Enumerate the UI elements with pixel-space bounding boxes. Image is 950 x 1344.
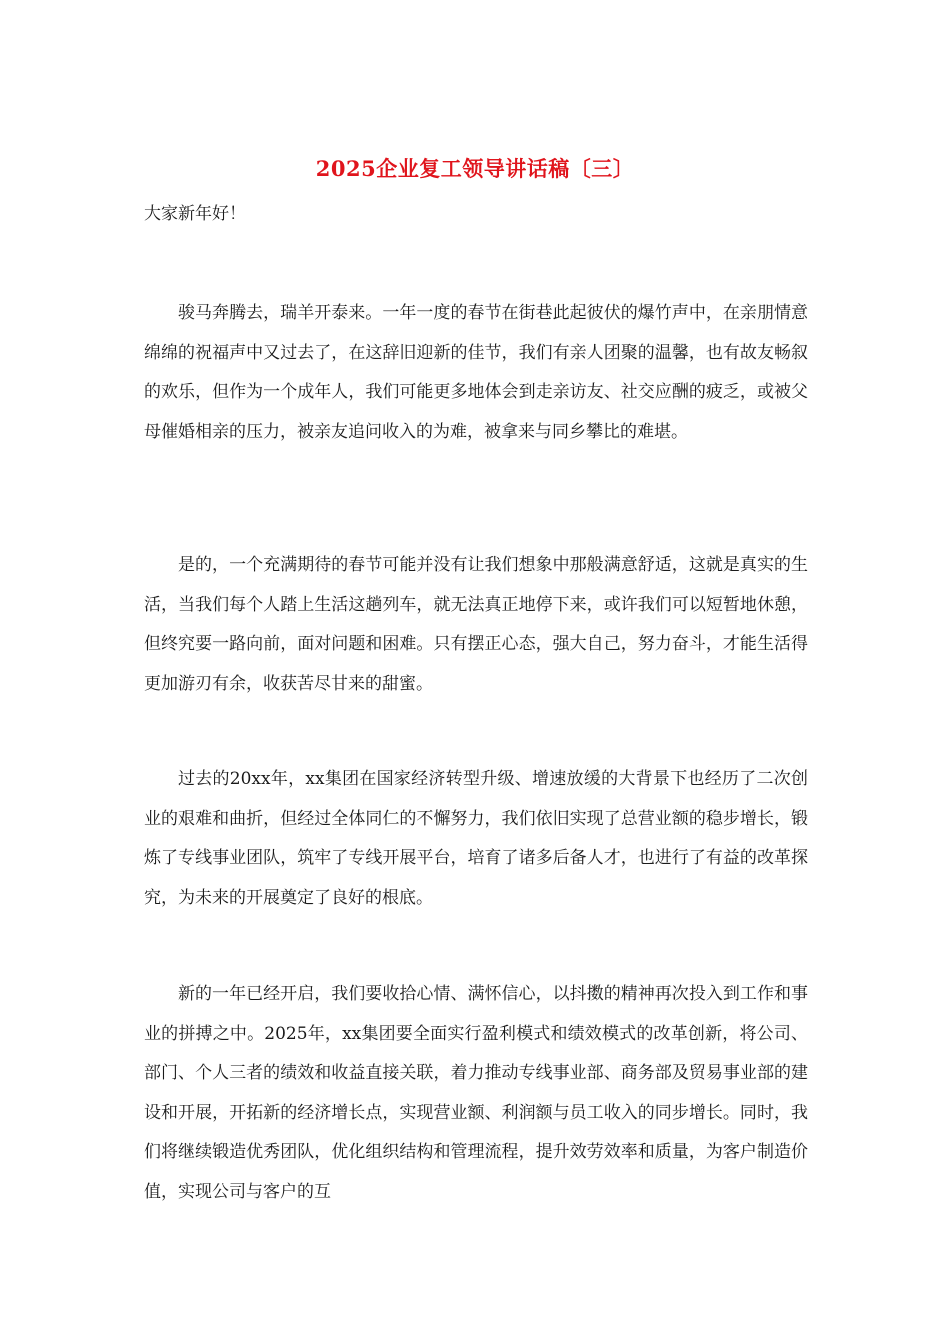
- body-paragraph: 过去的20xx年，xx集团在国家经济转型升级、增速放缓的大背景下也经历了二次创业的艰难和曲折，但经过全体同仁的不懈努力，我们依旧实现了总营业额的稳步增长，锻炼了专线事业团队，筑牢了专线开展平台，培育了诸多后备人才，也进行了有益的改革探究，为未来的开展奠定了良好的根底。: [144, 769, 808, 908]
- body-paragraph: 是的，一个充满期待的春节可能并没有让我们想象中那般满意舒适，这就是真实的生活，当我们每个人踏上生活这趟列车，就无法真正地停下来，或许我们可以短暂地休憩，但终究要一路向前，面对问题和困难。只有摆正心态，强大自己，努力奋斗，才能生活得更加游刃有余，收获苦尽甘来的甜蜜。: [144, 555, 808, 694]
- greeting-line: 大家新年好！: [144, 204, 246, 224]
- body-paragraph: 新的一年已经开启，我们要收拾心情、满怀信心，以抖擞的精神再次投入到工作和事业的拼搏之中。2025年，xx集团要全面实行盈利模式和绩效模式的改革创新，将公司、部门、个人三者的绩效和收益直接关联，着力推动专线事业部、商务部及贸易事业部的建设和开展，开拓新的经济增长点，实现营业额、利润额与员工收入的同步增长。同时，我们将继续锻造优秀团队，优化组织结构和管理流程，提升效劳效率和质量，为客户制造价值，实现公司与客户的互: [144, 984, 808, 1202]
- body-paragraph: 骏马奔腾去，瑞羊开泰来。一年一度的春节在街巷此起彼伏的爆竹声中，在亲朋情意绵绵的祝福声中又过去了，在这辞旧迎新的佳节，我们有亲人团聚的温馨，也有故友畅叙的欢乐，但作为一个成年人，我们可能更多地体会到走亲访友、社交应酬的疲乏，或被父母催婚相亲的压力，被亲友追问收入的为难，被拿来与同乡攀比的难堪。: [144, 303, 808, 442]
- document-title: 2025企业复工领导讲话稿〔三〕: [315, 156, 635, 181]
